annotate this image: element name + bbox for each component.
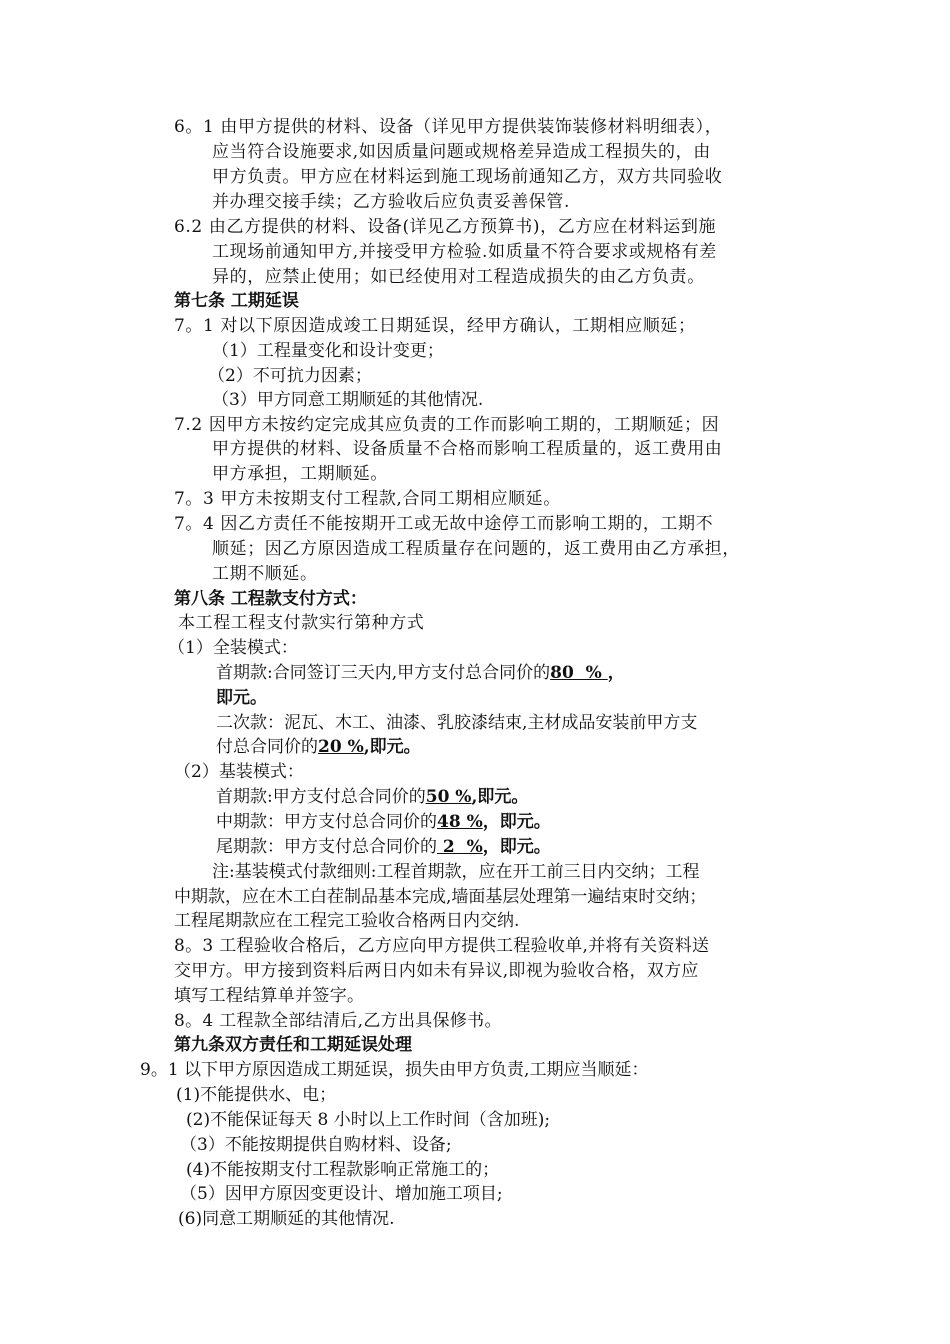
para-6-1-line-1: 6。1 由甲方提供的材料、设备（详见甲方提供装饰装修材料明细表）， [174, 117, 723, 137]
mode-1-title: （1）全装模式： [168, 638, 298, 658]
para-7-2-line-1: 7.2 因甲方未按约定完成其应负责的工作而影响工期的，工期顺延；因 [174, 415, 720, 435]
mode-2-first-payment [216, 785, 528, 809]
mode-1-first-payment [216, 661, 625, 685]
mode-2-note-line-1: 注:基装模式付款细则:工程首期款，应在开工前三日内交纳；工程 [212, 862, 700, 882]
mode-2-first-percent: 50 % [425, 787, 472, 807]
para-6-2-line-3: 异的，应禁止使用；如已经使用对工程造成损失的由乙方负责。 [212, 267, 705, 287]
mode-2-note-line-3: 工程尾期款应在工程完工验收合格两日内交纳. [174, 911, 520, 931]
mode-2-mid-amount: ，即元。 [482, 812, 551, 832]
list-item-7-1-1: （1）工程量变化和设计变更； [212, 341, 444, 361]
mode-1-first-amount: 即元。 [216, 688, 267, 708]
mode-2-last-payment [216, 835, 551, 859]
para-7-4-line-1: 7。4 因乙方责任不能按期开工或无故中途停工而影响工期的，工期不 [174, 514, 714, 534]
mode-1-first-text: 首期款:合同签订三天内,甲方支付总合同价的 [216, 663, 551, 683]
mode-1-second-amount: ,即元。 [363, 737, 421, 757]
list-item-9-1-6: (6)同意工期顺延的其他情况. [178, 1209, 395, 1229]
mode-2-mid-text: 中期款：甲方支付总合同价的 [216, 812, 437, 832]
para-7-3: 7。3 甲方未按期支付工程款,合同工期相应顺延。 [174, 489, 561, 509]
para-7-2-line-2: 甲方提供的材料、设备质量不合格而影响工程质量的，返工费用由 [212, 439, 723, 459]
list-item-7-1-2: （2）不可抗力因素； [208, 366, 372, 386]
para-7-4-line-3: 工期不顺延。 [212, 564, 318, 584]
list-item-9-1-4: (4)不能按期支付工程款影响正常施工的； [186, 1160, 500, 1180]
para-8-3-line-1: 8。3 工程验收合格后，乙方应向甲方提供工程验收单,并将有关资料送 [174, 936, 710, 956]
para-7-2-line-3: 甲方承担，工期顺延。 [212, 464, 388, 484]
list-item-9-1-2: (2)不能保证每天 8 小时以上工作时间（含加班); [186, 1110, 551, 1130]
para-6-2-line-2: 工现场前通知甲方,并接受甲方检验.如质量不符合要求或规格有差 [212, 242, 717, 262]
para-8-3-line-2: 交甲方。甲方接到资料后两日内如未有异议,即视为验收合格，双方应 [174, 961, 699, 981]
mode-1-second-line-1: 二次款：泥瓦、木工、油漆、乳胶漆结束,主材成品安装前甲方支 [216, 713, 698, 733]
section-7-heading: 第七条 工期延误 [174, 291, 299, 311]
section-8-heading: 第八条 工程款支付方式： [174, 589, 367, 609]
mode-1-second-percent: 20 % [318, 737, 364, 757]
mode-2-title: （2）基装模式： [174, 762, 304, 782]
para-9-1: 9。1 以下甲方原因造成工期延误，损失由甲方负责,工期应当顺延： [140, 1060, 649, 1080]
para-6-1-line-2: 应当符合设施要求,如因质量问题或规格差异造成工程损失的，由 [212, 142, 711, 162]
para-8-3-line-3: 填写工程结算单并签字。 [174, 986, 365, 1006]
mode-1-second-line-2 [216, 735, 421, 759]
list-item-9-1-1: (1)不能提供水、电； [176, 1085, 337, 1105]
mode-1-first-percent: 80 % [550, 663, 608, 683]
mode-2-last-text: 尾期款：甲方支付总合同价的 [216, 837, 437, 857]
para-7-4-line-2: 顺延；因乙方原因造成工程质量存在问题的，返工费用由乙方承担， [212, 539, 740, 559]
para-6-1-line-4: 并办理交接手续；乙方验收后应负责妥善保管. [212, 192, 571, 212]
list-item-9-1-3: （3）不能按期提供自购材料、设备; [180, 1135, 452, 1155]
list-item-9-1-5: （5）因甲方原因变更设计、增加施工项目; [180, 1184, 503, 1204]
mode-2-last-amount: ，即元。 [482, 837, 551, 857]
para-8-4: 8。4 工程款全部结清后,乙方出具保修书。 [174, 1011, 502, 1031]
mode-2-mid-payment [216, 810, 551, 834]
para-6-2-line-1: 6.2 由乙方提供的材料、设备(详见乙方预算书)，乙方应在材料运到施 [174, 217, 717, 237]
mode-2-first-amount: ,即元。 [471, 787, 529, 807]
para-6-1-line-3: 甲方负责。甲方应在材料运到施工现场前通知乙方，双方共同验收 [212, 167, 723, 187]
mode-2-last-percent: 2 % [437, 837, 483, 857]
mode-2-first-text: 首期款:甲方支付总合同价的 [216, 787, 426, 807]
section-8-intro: 本工程工程支付款实行第种方式 [178, 613, 425, 633]
mode-1-first-comma: ， [607, 663, 625, 683]
section-9-heading: 第九条双方责任和工期延误处理 [174, 1035, 412, 1055]
para-7-1: 7。1 对以下原因造成竣工日期延误，经甲方确认，工期相应顺延； [174, 316, 696, 336]
mode-1-second-text: 付总合同价的 [216, 737, 318, 757]
list-item-7-1-3: （3）甲方同意工期顺延的其他情况. [212, 390, 484, 410]
mode-2-mid-percent: 48 % [437, 812, 483, 832]
mode-2-note-line-2: 中期款，应在木工白茬制品基本完成,墙面基层处理第一遍结束时交纳； [174, 887, 707, 907]
